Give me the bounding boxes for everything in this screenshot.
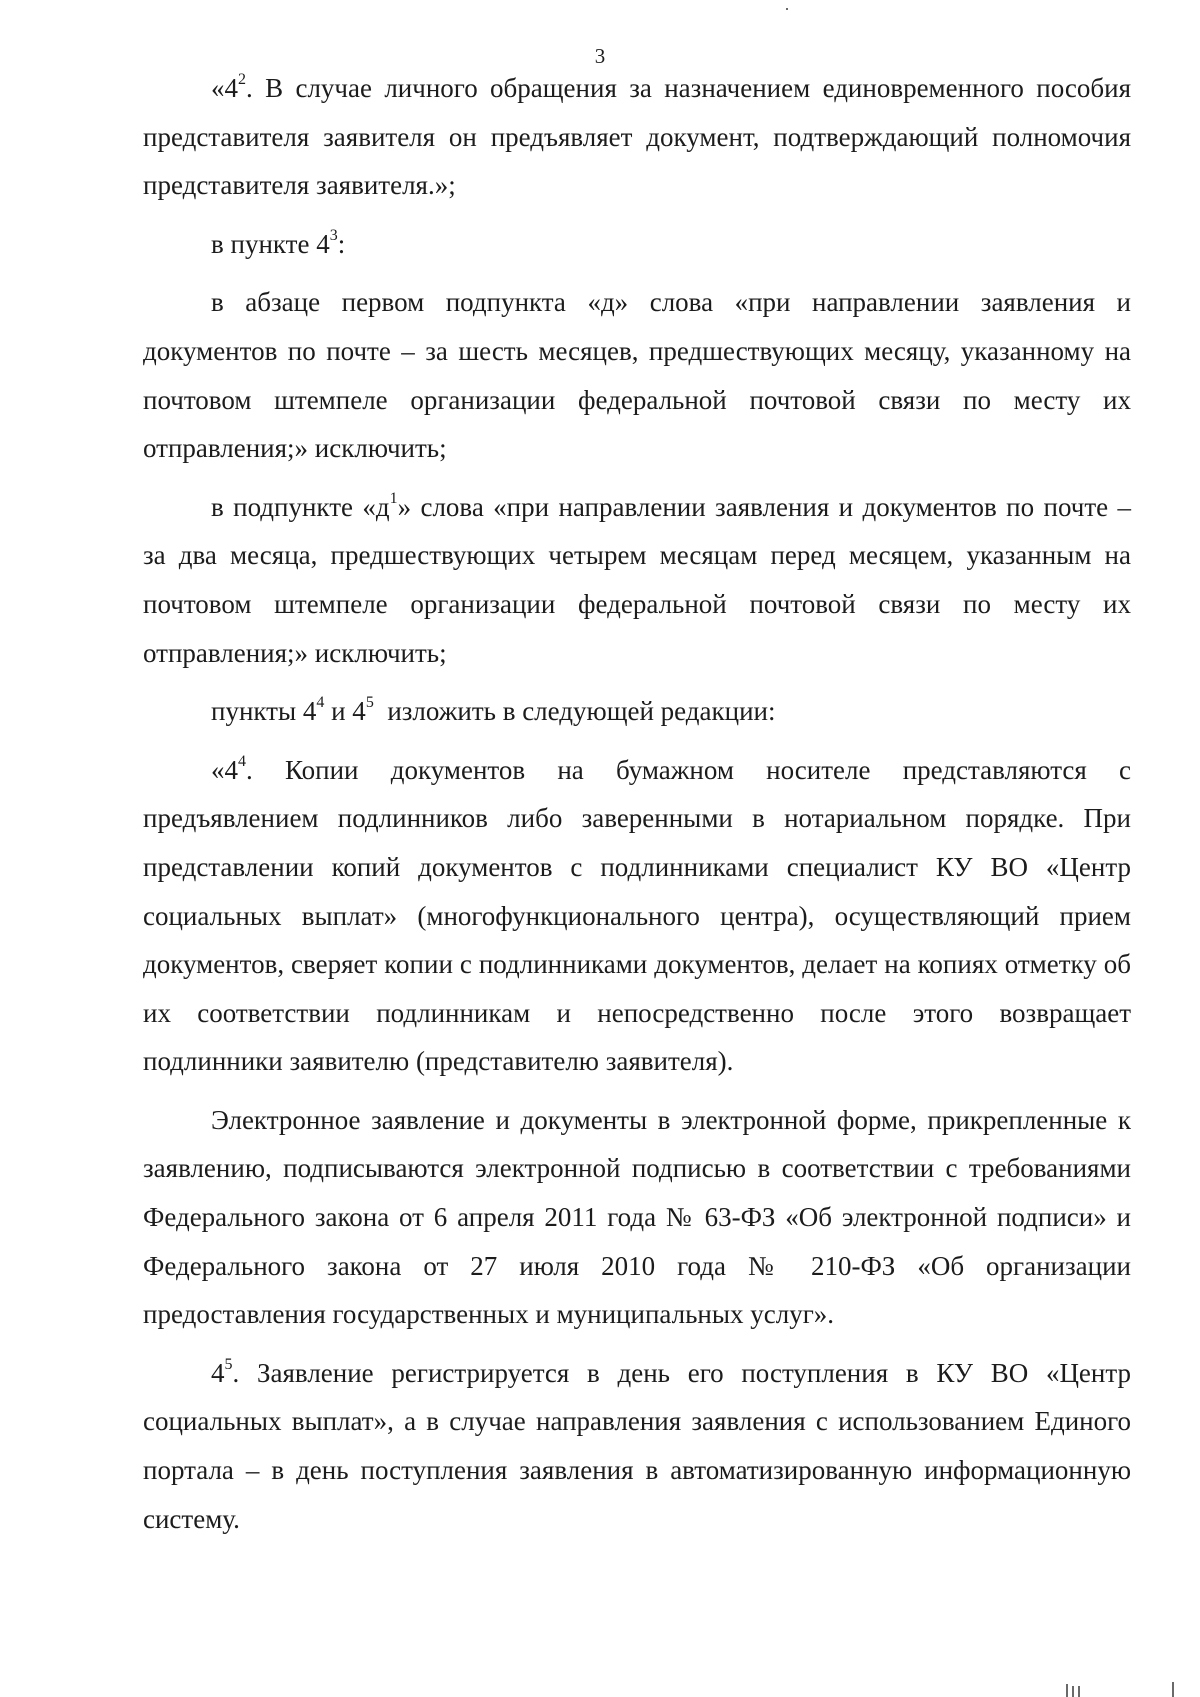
paragraph-subitem-d1: в подпункте «$д^1$» слова «при направлении заявления и документов по почте – за два месяца, предшествующих четырем месяцам перед месяцем, указанным на почтовом штемпеле организации федеральной почтовой связи по месту их отправления;» исключить;	[143, 489, 1131, 668]
document-body	[143, 64, 1131, 1543]
scan-artifact	[1172, 1682, 1174, 1697]
paragraph-item-4-4: «$4^4$. Копии документов на бумажном носителе представляются с предъявлением подлинников либо заверенными в нотариальном порядке. При представлении копий документов с подлинниками специалист КУ ВО «Центр социальных выплат» (многофункционального центра), осуществляющий прием документов, сверяет копии с подлинниками документов, делает на копиях отметку об их соответствии подлинникам и непосредственно после этого возвращает подлинники заявителю (представителю заявителя).	[143, 752, 1131, 1077]
scan-artifact	[786, 8, 788, 10]
paragraph-item-4-3-intro: в пункте $4^3$:	[211, 226, 346, 259]
scan-artifact	[1078, 1686, 1080, 1697]
paragraph-item-4-2: «$4^2$. В случае личного обращения за назначением единовременного пособия представителя заявителя он предъявляет документ, подтверждающий полномочия представителя заявителя.»;	[143, 71, 1131, 201]
page-number: 3	[594, 44, 606, 68]
paragraph-items-4-4-4-5-intro: пункты $4^4$ и $4^5$ изложить в следующей редакции:	[211, 694, 776, 727]
paragraph-subitem-d: в абзаце первом подпункта «д» слова «при направлении заявления и документов по почте – за шесть месяцев, предшествующих месяцу, указанному на почтовом штемпеле организации федеральной почтовой связи по месту их отправления;» исключить;	[143, 287, 1131, 464]
paragraph-electronic-signature: Электронное заявление и документы в электронной форме, прикрепленные к заявлению, подписываются электронной подписью в соответствии с требованиями Федерального закона от 6 апреля 2011 года № 63-ФЗ «Об электронной подписи» и Федерального закона от 27 июля 2010 года № 210-ФЗ «Об организации предоставления государственных и муниципальных услуг».	[143, 1104, 1131, 1330]
paragraph-item-4-5: $4^5$. Заявление регистрируется в день его поступления в КУ ВО «Центр социальных выплат», а в случае направления заявления с использованием Единого портала – в день поступления заявления в автоматизированную информационную систему.	[143, 1355, 1131, 1534]
scan-artifact	[1072, 1686, 1074, 1697]
scan-artifact	[1066, 1684, 1068, 1697]
